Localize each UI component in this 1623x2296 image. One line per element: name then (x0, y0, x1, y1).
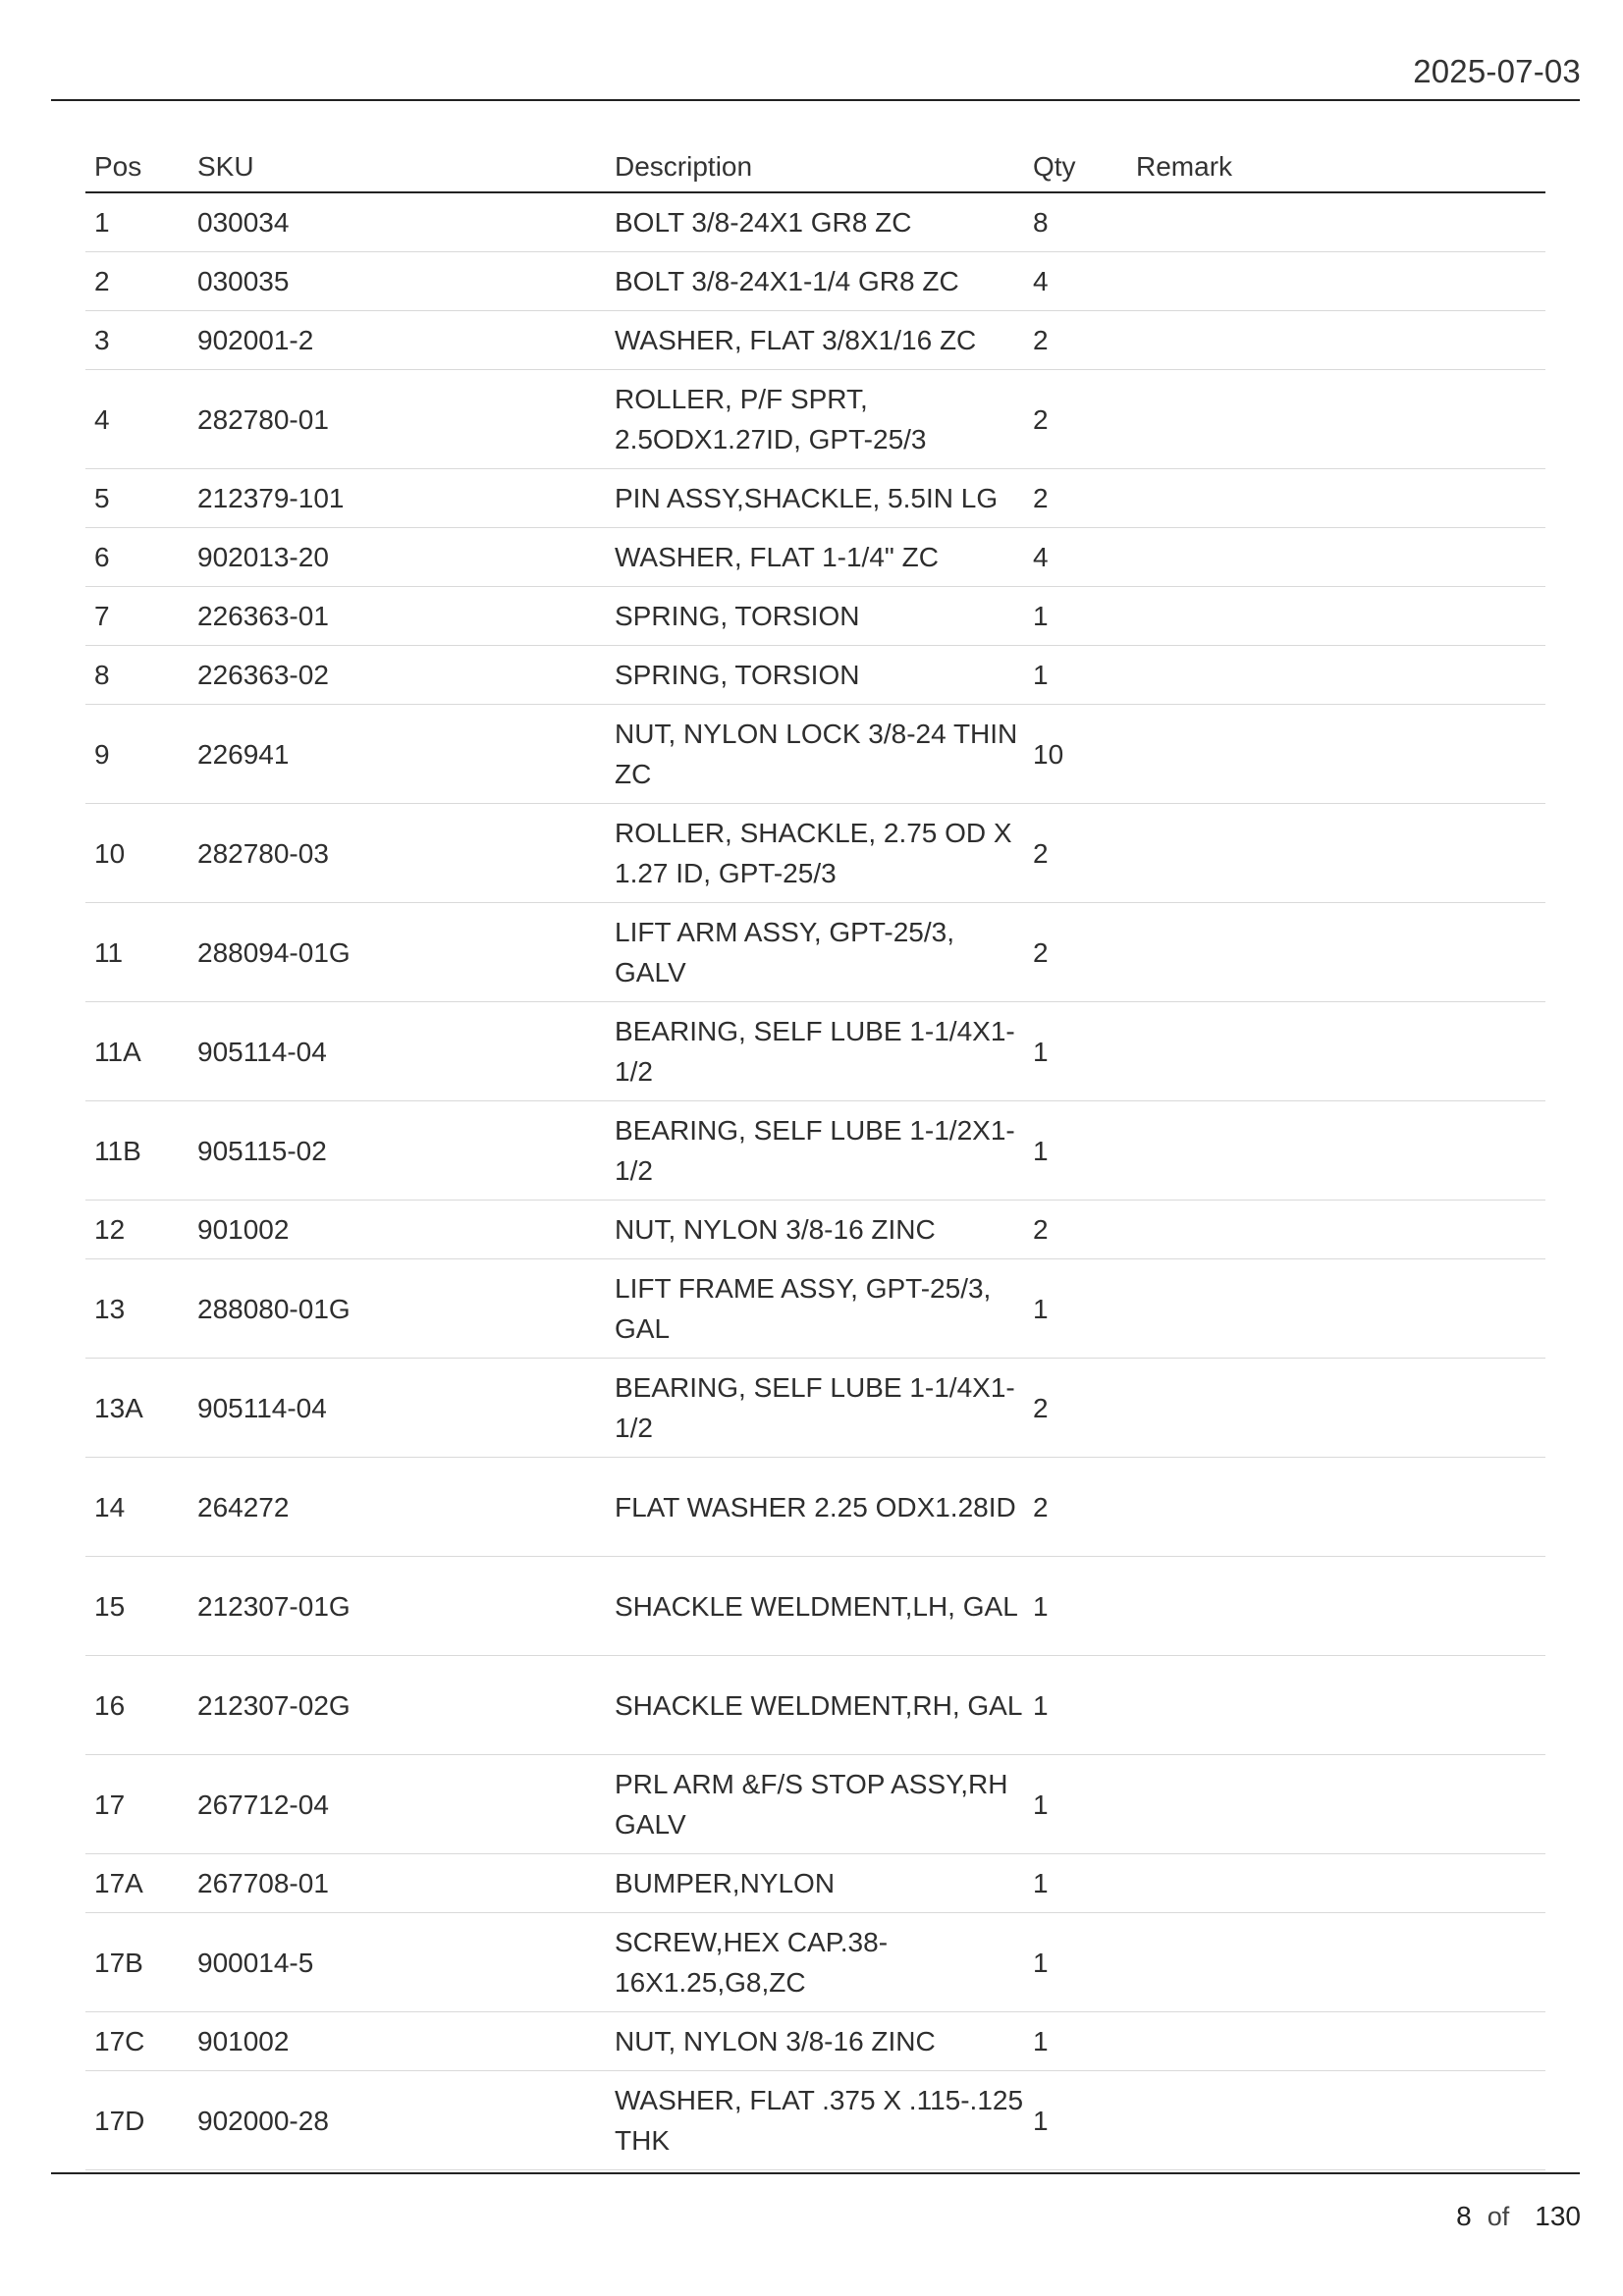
cell-description: LIFT FRAME ASSY, GPT-25/3, GAL (606, 1259, 1024, 1359)
table-row (85, 1458, 1545, 1557)
cell-qty: 1 (1024, 1101, 1127, 1201)
cell-pos: 17D (85, 2071, 189, 2170)
cell-qty: 2 (1024, 1458, 1127, 1557)
table-row (85, 587, 1545, 646)
table-row (85, 1359, 1545, 1458)
cell-remark (1127, 1913, 1545, 2012)
cell-pos: 6 (85, 528, 189, 587)
cell-pos: 7 (85, 587, 189, 646)
cell-description: WASHER, FLAT 1-1/4" ZC (606, 528, 1024, 587)
cell-sku: 267708-01 (189, 1854, 606, 1913)
cell-pos: 17 (85, 1755, 189, 1854)
cell-remark (1127, 528, 1545, 587)
table-row (85, 1557, 1545, 1656)
cell-pos: 13 (85, 1259, 189, 1359)
table-row (85, 1259, 1545, 1359)
cell-qty: 2 (1024, 903, 1127, 1002)
cell-description: NUT, NYLON LOCK 3/8-24 THIN ZC (606, 705, 1024, 804)
cell-sku: 212307-01G (189, 1557, 606, 1656)
cell-pos: 8 (85, 646, 189, 705)
column-header-sku: SKU (189, 142, 606, 192)
cell-qty: 1 (1024, 587, 1127, 646)
column-header-remark: Remark (1127, 142, 1545, 192)
cell-remark (1127, 646, 1545, 705)
cell-qty: 1 (1024, 1854, 1127, 1913)
current-page: 8 (1456, 2201, 1472, 2231)
cell-pos: 16 (85, 1656, 189, 1755)
cell-remark (1127, 1557, 1545, 1656)
cell-sku: 905115-02 (189, 1101, 606, 1201)
cell-pos: 17C (85, 2012, 189, 2071)
cell-sku: 226363-01 (189, 587, 606, 646)
cell-description: BOLT 3/8-24X1 GR8 ZC (606, 192, 1024, 252)
table-row (85, 1002, 1545, 1101)
cell-sku: 905114-04 (189, 1359, 606, 1458)
cell-sku: 288080-01G (189, 1259, 606, 1359)
cell-sku: 264272 (189, 1458, 606, 1557)
cell-description: LIFT ARM ASSY, GPT-25/3, GALV (606, 903, 1024, 1002)
cell-remark (1127, 1259, 1545, 1359)
cell-pos: 12 (85, 1201, 189, 1259)
cell-pos: 11A (85, 1002, 189, 1101)
cell-remark (1127, 804, 1545, 903)
table-header-row (85, 142, 1545, 192)
cell-remark (1127, 311, 1545, 370)
cell-sku: 030034 (189, 192, 606, 252)
cell-pos: 4 (85, 370, 189, 469)
cell-remark (1127, 2012, 1545, 2071)
footer-divider (51, 2172, 1580, 2174)
cell-description: PRL ARM &F/S STOP ASSY,RH GALV (606, 1755, 1024, 1854)
cell-sku: 226363-02 (189, 646, 606, 705)
cell-qty: 1 (1024, 1557, 1127, 1656)
cell-pos: 5 (85, 469, 189, 528)
table-row (85, 1913, 1545, 2012)
cell-remark (1127, 587, 1545, 646)
cell-description: SPRING, TORSION (606, 646, 1024, 705)
cell-pos: 13A (85, 1359, 189, 1458)
cell-description: BEARING, SELF LUBE 1-1/4X1-1/2 (606, 1002, 1024, 1101)
cell-remark (1127, 1201, 1545, 1259)
parts-table-body (85, 192, 1545, 2170)
cell-sku: 902001-2 (189, 311, 606, 370)
table-row (85, 1755, 1545, 1854)
cell-remark (1127, 2071, 1545, 2170)
cell-description: SPRING, TORSION (606, 587, 1024, 646)
cell-remark (1127, 1656, 1545, 1755)
cell-qty: 2 (1024, 469, 1127, 528)
cell-sku: 288094-01G (189, 903, 606, 1002)
table-row (85, 705, 1545, 804)
table-row (85, 252, 1545, 311)
cell-qty: 1 (1024, 1755, 1127, 1854)
cell-qty: 10 (1024, 705, 1127, 804)
cell-pos: 1 (85, 192, 189, 252)
cell-qty: 1 (1024, 2071, 1127, 2170)
cell-sku: 282780-01 (189, 370, 606, 469)
cell-description: FLAT WASHER 2.25 ODX1.28ID (606, 1458, 1024, 1557)
cell-qty: 2 (1024, 804, 1127, 903)
cell-qty: 2 (1024, 370, 1127, 469)
cell-description: BUMPER,NYLON (606, 1854, 1024, 1913)
cell-description: SCREW,HEX CAP.38-16X1.25,G8,ZC (606, 1913, 1024, 2012)
cell-description: WASHER, FLAT .375 X .115-.125 THK (606, 2071, 1024, 2170)
table-row (85, 311, 1545, 370)
cell-pos: 9 (85, 705, 189, 804)
cell-sku: 901002 (189, 1201, 606, 1259)
cell-sku: 900014-5 (189, 1913, 606, 2012)
table-row (85, 1201, 1545, 1259)
table-row (85, 469, 1545, 528)
cell-qty: 2 (1024, 311, 1127, 370)
cell-remark (1127, 192, 1545, 252)
table-row (85, 1101, 1545, 1201)
cell-remark (1127, 1755, 1545, 1854)
cell-pos: 17A (85, 1854, 189, 1913)
table-row (85, 192, 1545, 252)
cell-remark (1127, 1101, 1545, 1201)
cell-description: ROLLER, SHACKLE, 2.75 OD X 1.27 ID, GPT-25/3 (606, 804, 1024, 903)
cell-remark (1127, 705, 1545, 804)
cell-qty: 1 (1024, 1002, 1127, 1101)
table-row (85, 370, 1545, 469)
cell-remark (1127, 1002, 1545, 1101)
cell-pos: 3 (85, 311, 189, 370)
cell-pos: 17B (85, 1913, 189, 2012)
table-row (85, 804, 1545, 903)
cell-description: BEARING, SELF LUBE 1-1/2X1-1/2 (606, 1101, 1024, 1201)
cell-qty: 4 (1024, 528, 1127, 587)
table-row (85, 646, 1545, 705)
cell-qty: 4 (1024, 252, 1127, 311)
cell-description: ROLLER, P/F SPRT, 2.5ODX1.27ID, GPT-25/3 (606, 370, 1024, 469)
table-row (85, 903, 1545, 1002)
cell-pos: 10 (85, 804, 189, 903)
table-row (85, 528, 1545, 587)
header-divider (51, 99, 1580, 101)
cell-description: BOLT 3/8-24X1-1/4 GR8 ZC (606, 252, 1024, 311)
page-of-label: of (1487, 2202, 1510, 2231)
cell-sku: 267712-04 (189, 1755, 606, 1854)
cell-sku: 901002 (189, 2012, 606, 2071)
cell-remark (1127, 1359, 1545, 1458)
cell-sku: 905114-04 (189, 1002, 606, 1101)
column-header-description: Description (606, 142, 1024, 192)
cell-sku: 212379-101 (189, 469, 606, 528)
cell-qty: 1 (1024, 2012, 1127, 2071)
cell-description: NUT, NYLON 3/8-16 ZINC (606, 2012, 1024, 2071)
total-pages: 130 (1535, 2201, 1581, 2231)
cell-qty: 8 (1024, 192, 1127, 252)
cell-sku: 030035 (189, 252, 606, 311)
cell-qty: 2 (1024, 1201, 1127, 1259)
cell-pos: 11B (85, 1101, 189, 1201)
cell-qty: 1 (1024, 1913, 1127, 2012)
table-row (85, 2012, 1545, 2071)
cell-qty: 1 (1024, 646, 1127, 705)
parts-table (85, 142, 1545, 2170)
cell-sku: 226941 (189, 705, 606, 804)
cell-remark (1127, 252, 1545, 311)
cell-description: SHACKLE WELDMENT,RH, GAL (606, 1656, 1024, 1755)
cell-pos: 15 (85, 1557, 189, 1656)
cell-remark (1127, 1458, 1545, 1557)
cell-sku: 282780-03 (189, 804, 606, 903)
cell-remark (1127, 370, 1545, 469)
table-row (85, 2071, 1545, 2170)
cell-pos: 14 (85, 1458, 189, 1557)
cell-description: SHACKLE WELDMENT,LH, GAL (606, 1557, 1024, 1656)
cell-sku: 212307-02G (189, 1656, 606, 1755)
cell-remark (1127, 903, 1545, 1002)
cell-sku: 902013-20 (189, 528, 606, 587)
cell-qty: 2 (1024, 1359, 1127, 1458)
cell-qty: 1 (1024, 1656, 1127, 1755)
page-number (1456, 2201, 1581, 2232)
cell-description: NUT, NYLON 3/8-16 ZINC (606, 1201, 1024, 1259)
cell-pos: 2 (85, 252, 189, 311)
column-header-pos: Pos (85, 142, 189, 192)
cell-qty: 1 (1024, 1259, 1127, 1359)
table-row (85, 1656, 1545, 1755)
cell-description: PIN ASSY,SHACKLE, 5.5IN LG (606, 469, 1024, 528)
cell-description: WASHER, FLAT 3/8X1/16 ZC (606, 311, 1024, 370)
cell-pos: 11 (85, 903, 189, 1002)
table-row (85, 1854, 1545, 1913)
page-date: 2025-07-03 (1413, 53, 1581, 89)
cell-remark (1127, 1854, 1545, 1913)
column-header-qty: Qty (1024, 142, 1127, 192)
cell-remark (1127, 469, 1545, 528)
cell-sku: 902000-28 (189, 2071, 606, 2170)
cell-description: BEARING, SELF LUBE 1-1/4X1-1/2 (606, 1359, 1024, 1458)
